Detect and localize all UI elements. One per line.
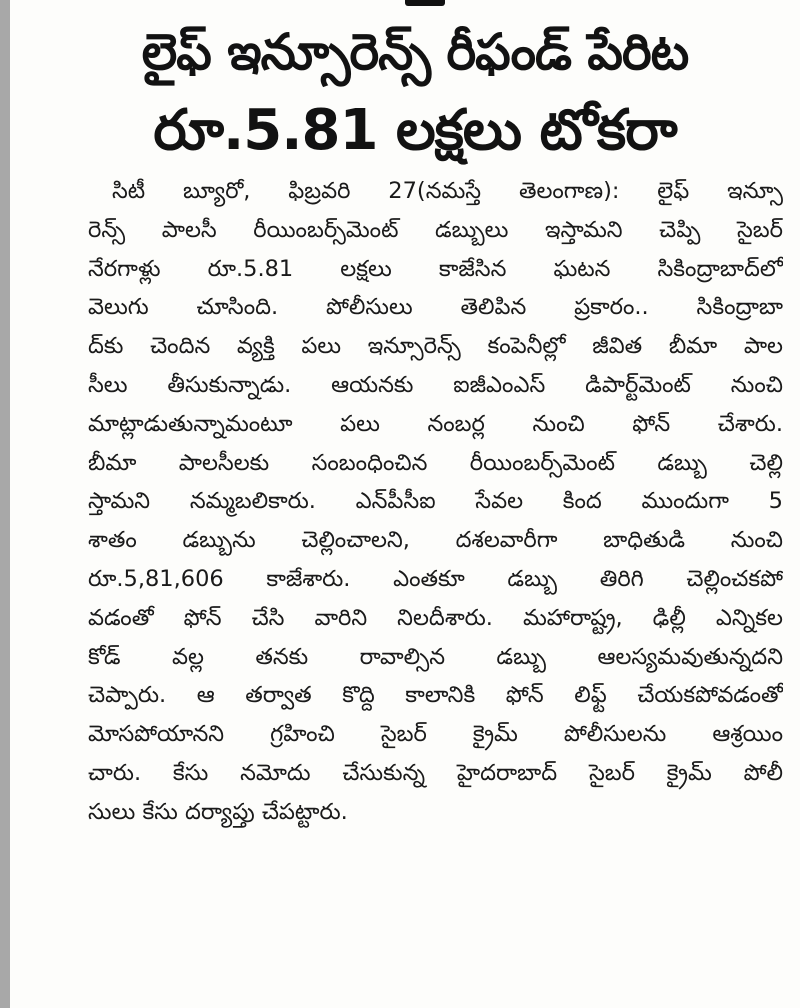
article-line: మాట్లాడుతున్నామంటూ పలు నంబర్ల నుంచి ఫోన్ చేశారు. [88, 410, 783, 437]
cropped-text-fragment [405, 0, 445, 6]
article-line: కోడ్ వల్ల తనకు రావాల్సిన డబ్బు ఆలస్యమవుతున్నదని [88, 643, 783, 670]
article-line: రెన్స్ పాలసీ రీయింబర్స్‌మెంట్ డబ్బులు ఇస్తామని చెప్పి సైబర్ [88, 216, 783, 243]
article-body [88, 172, 783, 832]
article-line: మోసపోయానని గ్రహించి సైబర్ క్రైమ్ పోలీసులను ఆశ్రయిం [88, 721, 783, 748]
article-line: సిటీ బ్యూరో, ఫిబ్రవరి 27(నమస్తే తెలంగాణ): లైఫ్ ఇన్సూ [112, 178, 783, 204]
article-line: ద్‌కు చెందిన వ్యక్తి పలు ఇన్సూరెన్స్ కంపెనీల్లో జీవిత బీమా పాల [88, 333, 783, 360]
article-line: వడంతో ఫోన్ చేసి వారిని నిలదీశారు. మహారాష్ట్ర, ఢిల్లీ ఎన్నికల [88, 604, 783, 631]
headline-line-1: లైఫ్ ఇన్సూరెన్స్ రీఫండ్ పేరిట [141, 23, 689, 81]
article-line: బీమా పాలసీలకు సంబంధించిన రీయింబర్స్‌మెంట్ డబ్బు చెల్లి [88, 449, 783, 476]
article-line: నేరగాళ్లు రూ.5.81 లక్షలు కాజేసిన ఘటన సికింద్రాబాద్‌లో [88, 255, 783, 282]
article-line: రూ.5,81,606 కాజేశారు. ఎంతకూ డబ్బు తిరిగి చెల్లించకపో [88, 565, 783, 592]
article-line: వెలుగు చూసింది. పోలీసులు తెలిపిన ప్రకారం.. సికింద్రాబా [88, 294, 783, 321]
article-line: సీలు తీసుకున్నాడు. ఆయనకు ఐజీఎంఎస్ డిపార్ట్‌మెంట్ నుంచి [88, 371, 783, 398]
article-line: సులు కేసు దర్యాప్తు చేపట్టారు. [88, 798, 348, 825]
article-line: చారు. కేసు నమోదు చేసుకున్న హైదరాబాద్ సైబర్ క్రైమ్ పోలీ [88, 759, 783, 786]
article-line: స్తామని నమ్మబలికారు. ఎన్‌పీసీఐ సేవల కింద ముందుగా 5 [88, 488, 783, 515]
headline-line-2: రూ.5.81 లక్షలు టోకరా [153, 98, 677, 163]
article-line: చెప్పారు. ఆ తర్వాత కొద్ది కాలానికి ఫోన్ లిఫ్ట్ చేయకపోవడంతో [88, 682, 783, 709]
article-line: శాతం డబ్బును చెల్లించాలని, దశలవారీగా బాధితుడి నుంచి [88, 527, 783, 554]
